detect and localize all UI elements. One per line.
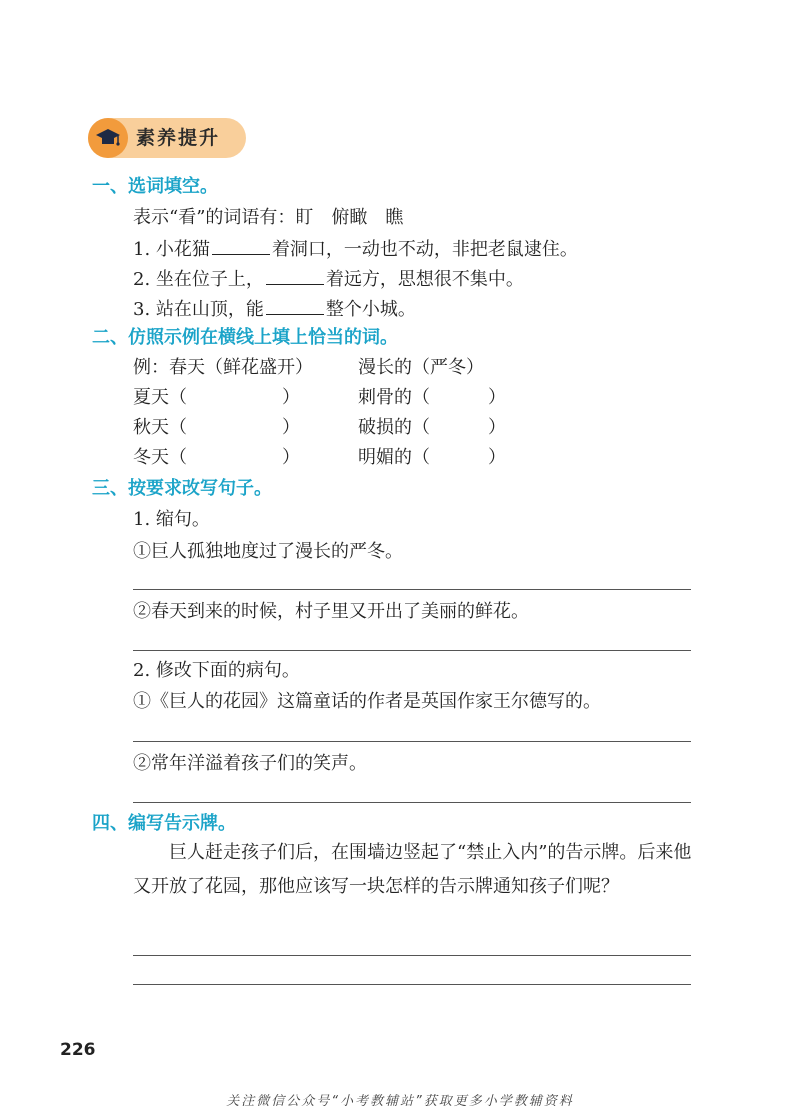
question-2-post: 着远方，思想很不集中。 (325, 269, 524, 290)
left-item-2-close: ） (282, 417, 300, 438)
left-item-3: 冬天（ (133, 447, 187, 468)
question-1-post: 着洞口，一动也不动，非把老鼠逮住。 (271, 239, 578, 260)
answer-line-4[interactable] (133, 802, 691, 803)
section-3-heading: 三、按要求改写句子。 (92, 478, 272, 499)
blank-1[interactable] (212, 236, 270, 255)
right-item-3-close: ） (488, 447, 506, 468)
section-2-heading: 二、仿照示例在横线上填上恰当的词。 (92, 327, 398, 348)
right-item-1-close: ） (488, 387, 506, 408)
question-1-pre: 1. 小花猫 (133, 239, 210, 260)
sentence-1: ①巨人孤独地度过了漫长的严冬。 (133, 541, 403, 562)
right-item-2-close: ） (488, 417, 506, 438)
question-3 (133, 296, 416, 322)
footer-note: 关注微信公众号“小考教辅站”获取更多小学教辅资料 (226, 1094, 574, 1109)
section-4-heading: 四、编写告示牌。 (92, 813, 236, 834)
question-3-post: 整个小城。 (325, 299, 416, 320)
question-3-pre: 3. 站在山顶，能 (133, 299, 264, 320)
badge-circle (88, 118, 128, 158)
answer-line-2[interactable] (133, 650, 691, 651)
answer-line-1[interactable] (133, 589, 691, 590)
badge-title: 素养提升 (136, 127, 221, 149)
page-number: 226 (60, 1040, 96, 1060)
sub-heading-1: 1. 缩句。 (133, 509, 210, 530)
blank-2[interactable] (266, 266, 324, 285)
question-2-pre: 2. 坐在位子上， (133, 269, 264, 290)
answer-line-3[interactable] (133, 741, 691, 742)
left-item-1-close: ） (282, 387, 300, 408)
sentence-3: ①《巨人的花园》这篇童话的作者是英国作家王尔德写的。 (133, 691, 601, 712)
left-item-2: 秋天（ (133, 417, 187, 438)
right-item-1: 刺骨的（ (358, 387, 430, 408)
right-item-2: 破损的（ (358, 417, 430, 438)
section-1-intro: 表示“看”的词语有：盯 俯瞰 瞧 (133, 207, 404, 228)
graduation-cap-icon (95, 127, 121, 149)
answer-line-6[interactable] (133, 984, 691, 985)
question-2 (133, 266, 524, 292)
sentence-4: ②常年洋溢着孩子们的笑声。 (133, 753, 367, 774)
section-1-heading: 一、选词填空。 (92, 176, 218, 197)
right-item-3: 明媚的（ (358, 447, 430, 468)
section-4-paragraph-text: 巨人赶走孩子们后，在围墙边竖起了“禁止入内”的告示牌。后来他又开放了花园，那他应该写一块怎样的告示牌通知孩子们呢？ (133, 842, 692, 897)
section-4-paragraph (133, 836, 693, 904)
left-item-3-close: ） (282, 447, 300, 468)
example-right: 漫长的（严冬） (358, 357, 484, 378)
sub-heading-2: 2. 修改下面的病句。 (133, 660, 300, 681)
blank-3[interactable] (266, 296, 324, 315)
example-left: 例：春天（鲜花盛开） (133, 357, 313, 378)
sentence-2: ②春天到来的时候，村子里又开出了美丽的鲜花。 (133, 601, 529, 622)
answer-line-5[interactable] (133, 955, 691, 956)
question-1 (133, 236, 578, 262)
left-item-1: 夏天（ (133, 387, 187, 408)
